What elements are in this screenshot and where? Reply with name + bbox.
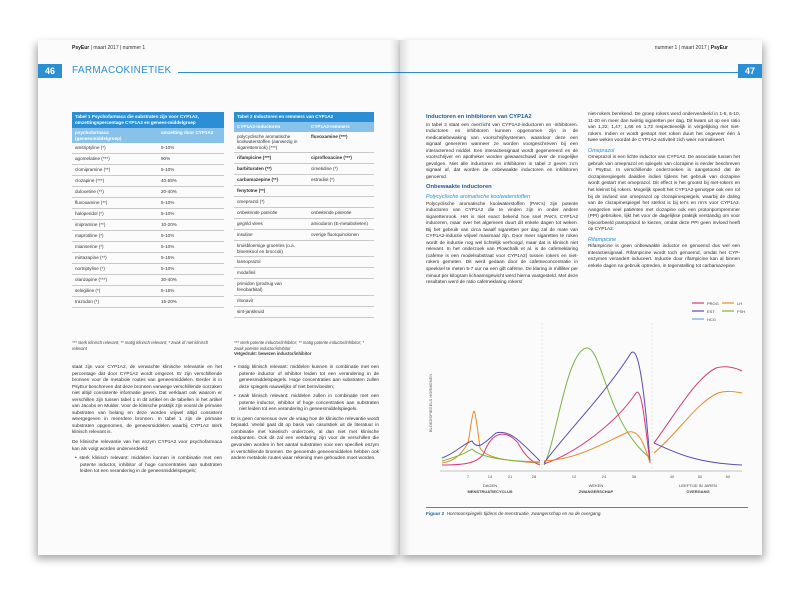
- hormone-chart: [426, 293, 748, 505]
- x-tick-label: 50: [697, 474, 703, 479]
- x-group-top: WEKEN: [588, 483, 604, 488]
- table-row: [234, 257, 374, 268]
- table-row: [234, 241, 374, 257]
- table-cell: fenytoïne (**): [237, 188, 266, 194]
- hcg-curve-pregnancy: [544, 348, 650, 465]
- x-group-top: LEEFTIJD IN JAREN: [679, 483, 717, 488]
- table-cell: 5-15%: [161, 288, 175, 293]
- right-column-2: [588, 112, 740, 274]
- legend-item: [722, 309, 745, 314]
- table-cell: [308, 186, 374, 196]
- table-cell: amitriptyline (*): [75, 145, 106, 150]
- running-head-left: PsyEur | maart 2017 | nummer 1: [72, 45, 146, 51]
- fsh-curve-menopause: [654, 367, 742, 443]
- legend-item: [692, 317, 716, 322]
- left-column-2: [231, 365, 379, 466]
- paragraph: Polycyclische aromatische koolwaterstoffen (PAK's) zijn potente inductoren van CYP1A2 die te vinden zijn in onder andere sigarettenrook. Het is niet exact bekend hoe snel PAK's CYP1A2 induceren, maar over het algemeen duurt dit enkele dagen tot weken. Bij het gebruik van circa twaalf sigaretten per dag zal de mate van CYP1A2-inductie vrijwel maximaal zijn. Door meer sigaretten te roken wordt de inductie nog wel lichtelijk verhoogd, maar dat is klinisch niet relevant. In het onderzoek van Plowchalk et al. is de cafeïneklaring (cafeïne is een modelsubstraat voor CYP1A2) tussen rokers en niet-rokers gemeten. Dit werd gedaan door de cafeïneconcentratie in speeksel te meten 5-7 uur na een gift cafeïne. De klaring in milliliter per minuut per kilogram lichaamsgewicht werd hierna vastgesteld. Met deze resultaten werd de ratio cafeïneklaring rokers/: [426, 201, 578, 286]
- paragraph: Rifampicine is geen onbewaakte inductor en genoemd dus wel een interactiesignaal. Rifampicine wordt toch genoemd, omdat het CYP-enzymen verandert induceert. Inductie door rifampicine kan al binnen enkele dagen na gebruik optreden, in tegenstelling tot carbamazepine: [588, 244, 740, 270]
- table-cell: agomelatine (***): [75, 156, 110, 161]
- table-cell: primidon (prodrug van fenobarbital): [237, 281, 282, 293]
- x-group-top: DAGEN: [482, 483, 498, 488]
- table-cell: 15-20%: [161, 299, 177, 304]
- legend-item: [692, 301, 719, 306]
- table-row: [234, 175, 374, 186]
- table-cell: 5-15%: [161, 255, 175, 260]
- x-tick-label: 14: [487, 474, 493, 479]
- table-row: [234, 296, 374, 307]
- table-row: [72, 231, 224, 242]
- header-rule: [400, 72, 738, 73]
- left-column-1: [72, 365, 222, 479]
- table-row: [72, 264, 224, 275]
- table-1-body: [72, 143, 224, 308]
- table-cell: nortriptyline (*): [75, 266, 105, 271]
- svg-text:FSH: FSH: [737, 309, 745, 314]
- table-cell: 5-10%: [161, 145, 175, 150]
- table-cell: sint-janskruid: [237, 308, 265, 314]
- y-axis-label: BLOEDSPIEGELS HORMONEN: [428, 373, 433, 433]
- svg-text:EST: EST: [707, 309, 715, 314]
- table-cell: barbituraten (**): [237, 166, 272, 172]
- table-cell: fluvoxamine (***): [311, 133, 348, 139]
- table-row: [234, 279, 374, 295]
- legend-item: [692, 309, 715, 314]
- running-head-right: nummer 1 | maart 2017 | PsyEur: [654, 45, 728, 51]
- paragraph: Er is geen consensus over de vraag hoe de klinische relevantie wordt bepaald. Veelal gaat dit op basis van casuïstiek uit de literatuur in combinatie met kinetisch onderzoek, al dan niet met klinische eindpunten. Ook dit zal een verklaring zijn voor de verschillen die gevonden worden in het aantal substraten voor een specifiek enzym in verschillende bronnen. De genoemde geneesmiddelen hebben ook andere metabole routes waar rekening mee gehouden moet worden.: [231, 416, 379, 462]
- table-row: [234, 164, 374, 175]
- table-2: [234, 112, 374, 318]
- table-cell: haloperidol (*): [75, 211, 104, 216]
- x-tick-label: 12: [571, 474, 577, 479]
- table-2-header: CYP1A2-inductoren CYP1A2-remmers: [234, 122, 374, 132]
- table-cell: [308, 268, 374, 278]
- table-cell: rifampicine (***): [237, 155, 272, 161]
- table-row: [72, 220, 224, 231]
- table-row: [72, 165, 224, 176]
- table-cell: 30-40%: [161, 277, 177, 282]
- table-cell: mianserine (*): [75, 244, 104, 249]
- table-row: [72, 187, 224, 198]
- x-tick-label: 60: [725, 474, 731, 479]
- heading: Inductoren en inhibitoren van CYP1A2: [426, 114, 532, 120]
- page-number-right: 47: [738, 64, 762, 78]
- svg-text:LH: LH: [737, 301, 743, 306]
- table-row: [234, 132, 374, 154]
- table-cell: [308, 241, 374, 256]
- table-cell: trazodon (*): [75, 299, 100, 304]
- paragraph: niet-rokers berekend. De groep rokers werd onderverdeeld in 1-5, 6-10, 11-20 en meer dan twintig sigaretten per dag. Dit kwam uit op een ratio van 1,22; 1,47; 1,66 en 1,72 respectievelijk in vergelijking met niet-rokers. Indien er wordt gestopt met roken duurt het ongeveer één à twee weken voordat de CYP1A2-activiteit zich weer normaliseert.: [588, 112, 740, 144]
- table-cell: 5-10%: [161, 244, 175, 249]
- table-row: [72, 253, 224, 264]
- x-tick-label: 28: [531, 474, 537, 479]
- table-cell: 5-10%: [161, 233, 175, 238]
- x-tick-label: 24: [601, 474, 607, 479]
- table-cell: omeprazol (*): [237, 199, 265, 205]
- paragraph: De klinische relevantie van het enzym CYP1A2 voor psychofarmaca kan als volgt worden onderverdeeld:: [72, 440, 222, 452]
- x-group-label: MENSTRUATIECYCLUS: [467, 489, 513, 494]
- figure-caption: Figuur 2 Hormoonspiegels tijdens de menstruatie, zwangerschap en na de overgang.: [426, 511, 602, 516]
- table-row: [234, 186, 374, 197]
- left-page: [38, 40, 400, 555]
- x-tick-label: 36: [631, 474, 637, 479]
- table-row: [234, 219, 374, 230]
- table-1-title: Tabel 1 Psychofarmaca die substraten zijn voor CYP1A2, omzettingspercentage CYP1A2 en genees-middelgroep: [72, 112, 224, 128]
- table-cell: onbekende potentie: [237, 210, 278, 216]
- x-tick-label: 21: [507, 474, 513, 479]
- table-row: [234, 230, 374, 241]
- lh-curve-menopause: [654, 391, 742, 453]
- legend-item: [722, 301, 742, 306]
- section-title: FARMACOKINETIEK: [72, 65, 172, 76]
- table-cell: clomipramine (**): [75, 167, 111, 172]
- svg-text:PROG: PROG: [707, 301, 719, 306]
- table-row: [72, 176, 224, 187]
- bullet-item: • sterk klinisch relevant: middelen kunnen in combinatie met een potente inductor, inhibitor of hoge concentraties aan substraten leiden tot een verandering in de geneesmiddelspiegels;: [75, 456, 222, 475]
- table-cell: fluvoxamine (**): [75, 200, 108, 205]
- table-row: [72, 143, 224, 154]
- table-row: [72, 198, 224, 209]
- table-row: [234, 208, 374, 219]
- table-1-header: psychofarmaca (geneesmiddelgroep) omzetting door CYP1A2: [72, 128, 224, 143]
- table-cell: modafinil: [237, 270, 256, 276]
- table-cell: ciprofloxacine (***): [311, 155, 352, 161]
- x-group-label: OVERGANG: [686, 489, 710, 494]
- table-cell: polycyclische aromatische koolwaterstoffen (aanwezig in sigarettenrook) (***): [237, 133, 298, 150]
- table-cell: cimetidine (*): [311, 166, 338, 172]
- table-cell: maprotiline (*): [75, 233, 104, 238]
- caption-rule: [426, 507, 748, 508]
- table-cell: [308, 307, 374, 317]
- table-cell: insuline: [237, 232, 253, 238]
- table-cell: imipramine (**): [75, 222, 106, 227]
- table-cell: 5-10%: [161, 266, 175, 271]
- prog-curve-pregnancy: [544, 392, 650, 464]
- lh-curve-pregnancy: [544, 432, 650, 463]
- table-cell: carbamazepine (**): [237, 177, 279, 183]
- table-2-body: [234, 132, 374, 318]
- table-row: [72, 286, 224, 297]
- table-cell: 5-10%: [161, 211, 175, 216]
- table-cell: lansoprazol: [237, 259, 261, 265]
- table-cell: overige fluorquinolonen: [311, 232, 359, 238]
- table-row: [234, 268, 374, 279]
- x-tick-label: 40: [669, 474, 675, 479]
- paragraph: Omeprazol is een lichte inductor van CYP1A2. De associatie tussen het gebruik van omeprazol en spiegels van clozapine is eerder beschreven in PsyEur. In verschillende onderzoeken is aangetoond dat de clozapinespiegels daalden indien tijdens het gebruik van clozapine wordt gestart met omeprazol. Dit effect is het grootst bij niet-rokers en het kleinst bij rokers. Mogelijk speelt het CYP1A2-genotype ook een rol bij de invloed van omeprazol op clozapinespiegels, waarbij de daling van de clozapinespiegel het sterkst is bij ter's en rm's voor CYP1A2. Aangezien veel patiënten met clozapine ook een protonpompremmer (PPI) gebruiken, lijkt het voor de dagelijkse praktijk verstandig om voor bijvoorbeeld pantoprazol te kiezen, omdat deze PPI geen invloed heeft op CYP1A2.: [588, 155, 740, 233]
- table-cell: 5-10%: [161, 167, 175, 172]
- right-column-1: [426, 112, 578, 290]
- table-row: [72, 297, 224, 308]
- x-tick-label: 7: [466, 474, 470, 479]
- table-cell: gegrild vlees: [237, 221, 263, 227]
- right-page: [400, 40, 762, 555]
- table-cell: 5-10%: [161, 200, 175, 205]
- table-cell: 40-55%: [161, 178, 177, 183]
- table-row: [234, 197, 374, 208]
- table-cell: selegiline (*): [75, 288, 101, 293]
- paragraph: In tabel 2 staat een overzicht van CYP1A2-inductoren en -inhibitoren. Inductoren en inhibitoren kunnen opgenomen zijn in de medicatiebewaking van voorschrijfsystemen, waardoor deze een signaal genereren wanneer ze worden voorgeschreven bij een interacterend middel. Een interactiesignaal wordt gegenereerd en de voorschrijver en apotheker worden gewaarschuwd over de mogelijke gevolgen. Niet alle inductoren en inhibitoren in tabel 2 geven zo'n signaal af, dat worden de onbewaakte inductoren en inhibitoren genoemd.: [426, 122, 578, 180]
- table-2-footnote: *** sterk potente inductor/inhibitor; ** matig potente inductor/inhibitor; * zwak potente inductor/inhibitor Vetgedrukt: bewezen inductor/inhibitor: [234, 340, 365, 356]
- table-cell: amiodaron (E-metabolieten): [311, 221, 368, 227]
- table-1: [72, 112, 224, 308]
- table-cell: kruisbloemige groentes (o.a. bloemkool en broccoli): [237, 243, 295, 254]
- table-cell: 10-20%: [161, 222, 177, 227]
- heading: Onbewaakte inductoren: [426, 184, 492, 191]
- table-cell: ritonavir: [237, 297, 254, 303]
- table-cell: mirtazapine (**): [75, 255, 107, 260]
- table-cell: onbekende potentie: [311, 210, 352, 216]
- table-cell: [308, 279, 374, 294]
- bullet-item: • zwak klinisch relevant: middelen zullen in combinatie met een potente inductor, inhibitor of hoge concentraties aan substraten niet leiden tot een verandering in geneesmiddelspiegels.: [234, 394, 379, 413]
- table-cell: [308, 197, 374, 207]
- table-cell: estradiol (*): [311, 177, 335, 183]
- subheading: Rifampicine: [588, 236, 617, 243]
- paragraph: staat zijn voor CYP1A2, de verwachte klinische relevantie en het percentage dat door CYP1A2 wordt omgezet. Er zijn verschillende bronnen voor de metabole routes van geneesmiddelen. Eerder is in PsyEur beschreven dat deze bronnen vanwege verschillende oorzaken niet altijd consistente informatie geven. Dat verklaart ook waarom er verschillen zijn tussen tabel 1 in dit artikel en de tabellen in het artikel van Jacobs en Mulder. Voor de klinische praktijk zijn vooral de primaire substraten van belang en deze worden vrijwel altijd consistent weergegeven in meerdere bronnen. In tabel 1 zijn de primaire substraten opgenomen, de geneesmiddelen waarbij CYP1A2 sterk klinisch relevant is.: [72, 365, 222, 436]
- table-row: [72, 209, 224, 220]
- svg-text:HCG: HCG: [707, 317, 716, 322]
- table-row: [234, 307, 374, 318]
- table-row: [72, 242, 224, 253]
- table-1-footnote: *** sterk klinisch relevant; ** matig klinisch relevant; * zwak of niet klinisch relevant: [72, 340, 209, 351]
- subheading: Omeprazol: [588, 147, 615, 154]
- table-cell: [308, 257, 374, 267]
- table-row: [234, 153, 374, 164]
- legend: [692, 301, 745, 322]
- table-cell: clozapine (***): [75, 178, 105, 183]
- subheading: Polycyclische aromatische koolwaterstoffen: [426, 194, 530, 201]
- est-curve-menopause: [654, 443, 742, 465]
- header-rule: [178, 72, 400, 73]
- table-cell: olanzapine (***): [75, 277, 107, 282]
- magazine-spread: [38, 40, 762, 555]
- table-cell: [308, 296, 374, 306]
- spine-shadow: [390, 40, 410, 555]
- page-number-left: 46: [38, 64, 62, 78]
- table-2-title: Tabel 2 Inductoren en remmers van CYP1A2: [234, 112, 374, 122]
- bullet-item: • matig klinisch relevant: middelen kunnen in combinatie met een potente inductor of inhibitor leiden tot een verandering in de geneesmiddelspiegels. Hoge concentraties aan substraten zullen deze spiegels nauwelijks of niet beïnvloeden;: [234, 365, 379, 390]
- x-group-label: ZWANGERSCHAP: [578, 489, 614, 494]
- table-cell: duloxetine (**): [75, 189, 104, 194]
- table-cell: 90%: [161, 156, 171, 161]
- table-cell: 20-40%: [161, 189, 177, 194]
- table-row: [72, 154, 224, 165]
- table-row: [72, 275, 224, 286]
